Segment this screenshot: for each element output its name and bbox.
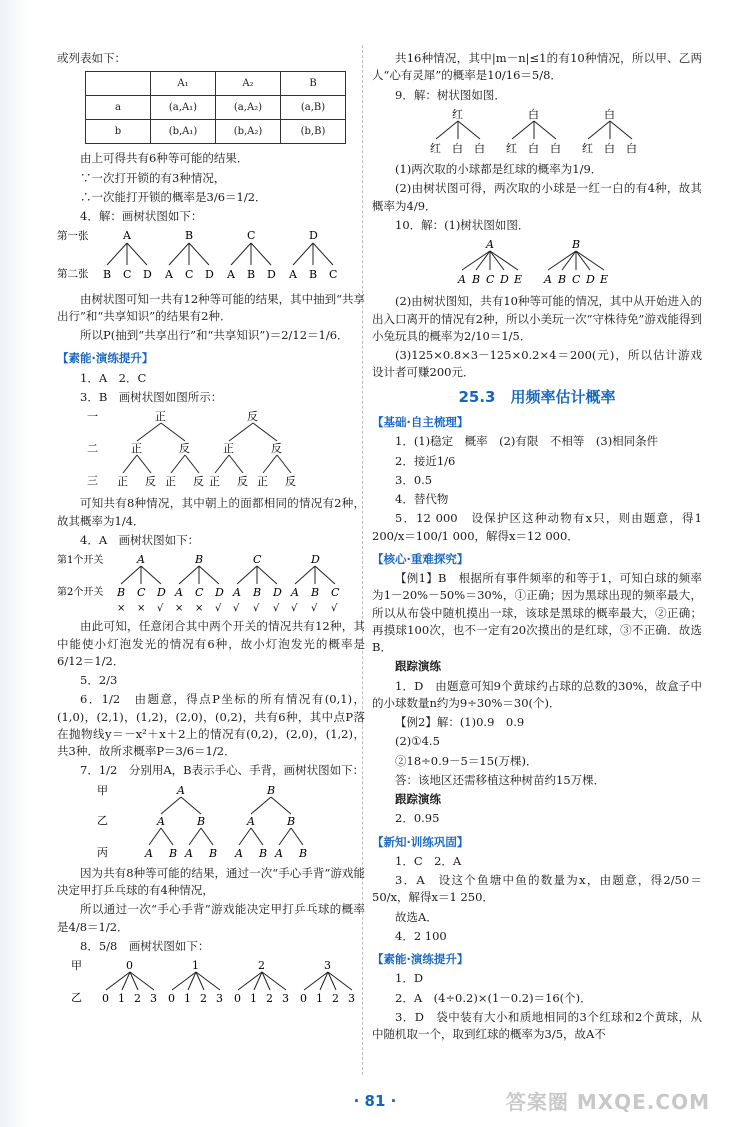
section-header-xinzhi: 【新知·训练巩固】 [372,834,469,849]
answer-line: 故选A． [395,909,438,924]
tree-leaf: C [123,268,132,282]
tree-node: D [311,553,320,566]
tree-node: B [185,229,194,243]
tree-diagram-q3 [57,408,365,490]
tree-node: 白 [604,107,615,121]
result-mark: × [195,603,204,613]
tree-leaf: A [235,846,243,860]
table-row [86,120,346,144]
tree-leaf: 2 [134,992,141,1005]
tree-leaf: 2 [332,992,339,1005]
tree-leaf: 红 [582,141,593,155]
tree-leaf: A [233,586,241,599]
tree-row-label: 二 [87,442,98,455]
tree-leaf: 2 [200,992,207,1005]
answer-line: 答：该地区还需移植这种树苗约15万棵． [395,772,606,787]
tree-leaf: C [137,586,146,599]
tree-leaf: D [586,273,595,286]
tree-leaf: C [195,586,204,599]
tree-node: 反 [271,442,282,455]
tree-row-label: 丙 [97,845,108,859]
tree-leaf: B [472,273,481,286]
tree-node: 正 [131,442,142,455]
paragraph: ∵一次打开锁的有3种情况， [80,170,226,185]
tree-leaf: 0 [168,992,175,1005]
tree-leaf: D [267,268,276,282]
tree-leaf: A [291,586,299,599]
result-mark: √ [233,603,240,613]
answer-line: 3．0.5 [395,472,433,487]
table-cell: (b,A₁) [151,120,216,144]
table-cell: (b,B) [281,120,346,144]
tree-leaf: 正 [209,475,220,488]
tree-leaf: A [458,273,466,286]
tree-node: 红 [452,107,463,121]
question-head: 7．1/2 分别用A，B表示手心、手背，画树状图如下： [80,763,365,778]
page-spine [0,0,30,1127]
tree-leaf: A [544,273,552,286]
answer-line: 2．接近1/6 [395,453,456,468]
table-cell: (a,B) [281,96,346,120]
tree-leaf: D [273,586,282,599]
tree-leaf: 反 [285,475,296,488]
tree-node: C [253,553,262,566]
answer-line: 1．D [395,971,424,986]
tree-leaf: 白 [474,141,485,155]
tree-leaf: A [289,268,297,282]
paragraph: (3)125×0.8×3－125×0.2×4＝200(元)，所以估计游戏设计者可赚200元． [372,348,702,380]
paragraph: 所以通过一次“手心手背”游戏能决定甲打乒乓球的概率是4/8＝1/2． [57,902,365,934]
page-number: · 81 · [353,1092,397,1110]
tree-lines [107,243,333,265]
tree-leaf: 正 [257,475,268,488]
tree-lines [462,251,604,270]
answer-line: 1．A 2．C [80,370,147,385]
table-cell: A₁ [151,72,216,96]
table-cell: A₂ [216,72,281,96]
list-intro: 或列表如下： [57,51,126,65]
tree-node: A [157,814,165,828]
tree-leaf: 2 [266,992,273,1005]
tree-node: 3 [324,959,331,972]
table-cell: (b,A₂) [216,120,281,144]
tree-node: D [309,229,318,243]
tree-leaf: 3 [282,992,289,1005]
tree-leaf: 3 [216,992,223,1005]
tree-leaf: 0 [234,992,241,1005]
tree-leaf: 红 [506,141,517,155]
tree-row-label: 第二张 [57,268,89,281]
tree-diagram-q7 [57,782,365,860]
tree-node: B [267,783,276,797]
table-cell: a [86,96,151,120]
paragraph: 所以P(抽到“共享出行”和“共享知识”)＝2/12＝1/6． [80,328,349,342]
tree-leaf: 3 [150,992,157,1005]
section-header-jichu: 【基础·自主梳理】 [372,415,469,429]
tree-leaf: 1 [316,992,323,1005]
question-head: 9．解：树状图如图． [395,87,506,102]
tree-leaf: 0 [300,992,307,1005]
tree-leaf: 0 [102,992,109,1005]
answer-line: 1．D 由题意可知9个黄球约占球的总数的30%，故盒子中的小球数量n约为9÷30%＝30(个)． [372,678,702,710]
paragraph: 由此可知，任意闭合其中两个开关的情况共有12种，其中能使小灯泡发光的情况有6种，故小灯泡发光的概率是6/12＝1/2． [57,619,365,668]
tree-node: A [247,814,255,828]
tree-leaf: 白 [550,141,561,155]
question-head: 3．B 画树状图如图所示： [80,389,223,404]
paragraph: 6．1/2 由题意，得点P坐标的所有情况有(0,1)，(1,0)，(2,1)，(1,2)，(2,0)，(0,2)，共有6种，其中点P落在抛物线y＝－x²＋x＋2上的情况有(0,2)，(2,0)，(1,2)，共3种．故所求概率P＝3/6＝1/2． [57,692,365,758]
paragraph: 可知共有8种情况，其中朝上的面都相同的情况有2种，故其概率为1/4． [57,496,365,528]
tree-leaf: 白 [452,141,463,155]
tree-leaf: C [572,273,581,286]
tree-diagram-q8 [57,957,365,1005]
tree-leaf: E [514,273,523,286]
result-mark: √ [215,603,222,613]
table-header-row [86,72,346,96]
question-head: 8．5/8 画树状图如下： [80,938,210,953]
result-mark: √ [273,603,280,613]
tree-leaf: C [331,586,340,599]
result-mark: √ [311,603,318,613]
tree-node: B [197,814,206,828]
paragraph: 共16种情况，其中|m－n|≤1的有10种情况，所以甲、乙两人“心有灵犀”的概率是10/16＝5/8． [372,51,702,83]
result-mark: √ [253,603,260,613]
question-head: 4．解：画树状图如下： [80,209,203,223]
answer-line: (2)①4.5 [395,734,440,749]
section-header-hexin: 【核心·重难探究】 [372,551,469,566]
sub-heading: 跟踪演练 [395,659,441,674]
tree-leaf: A [165,268,173,282]
result-mark: × [117,603,126,613]
table-cell: (a,A₂) [216,96,281,120]
table-row [86,96,346,120]
paragraph: ∴一次能打开锁的概率是3/6＝1/2． [80,189,267,204]
tree-leaf: D [205,268,214,282]
answer-line: 2．A (4÷0.2)×(1－0.2)＝16(个)． [395,990,592,1005]
section-header-suneng: 【素能·演练提升】 [57,351,154,366]
result-mark: √ [291,603,298,613]
table-cell: (a,A₁) [151,96,216,120]
tree-leaf: A [185,846,193,860]
tree-leaf: 1 [184,992,191,1005]
tree-leaf: D [500,273,509,286]
tree-row-label: 乙 [97,813,108,827]
tree-node: B [195,553,204,566]
tree-leaf: 1 [118,992,125,1005]
tree-row-label: 第2个开关 [57,587,104,598]
tree-diagram-switches [57,551,365,613]
paragraph: 由上可得共有6种等可能的结果． [80,151,249,166]
tree-leaf: 白 [528,141,539,155]
answer-line: 3．A 设这个鱼塘中鱼的数量为x，由题意，得2/50＝50/x，解得x＝1 250． [372,873,702,905]
tree-node: A [177,783,185,797]
tree-diagram-q4 [57,227,365,285]
result-mark: × [175,603,184,613]
answer-line: ②18÷0.9－5＝15(万棵)． [395,753,538,768]
tree-node: 2 [258,959,265,972]
result-mark: √ [157,603,164,613]
result-mark: √ [331,603,338,613]
tree-leaf: A [227,268,235,282]
tree-leaf: B [311,586,320,599]
paragraph: (1)两次取的小球都是红球的概率为1/9． [395,162,603,176]
answer-line: 2．0.95 [395,811,440,826]
tree-lines [121,566,335,584]
outcome-table [85,71,346,144]
question-head: 10．解：(1)树状图如图． [395,217,530,232]
tree-leaf: 反 [145,475,156,488]
tree-leaf: 红 [430,141,441,155]
tree-leaf: 反 [237,475,248,488]
tree-row-label: 甲 [71,959,82,972]
tree-leaf: C [486,273,495,286]
right-column [372,50,702,1045]
tree-leaf: B [309,268,318,282]
example-paragraph: 【例2】解：(1)0.9 0.9 [395,715,525,729]
tree-leaf: D [143,268,152,282]
answer-line: 3．D 袋中装有大小和质地相同的3个红球和2个黄球，从中随机取一个，取到红球的概率为3/5，故A不 [372,1009,702,1041]
tree-leaf: 正 [117,475,128,488]
tree-node: A [486,238,494,251]
tree-lines [149,797,303,845]
tree-diagram-q9 [372,106,702,156]
table-cell [86,72,151,96]
section-title: 25.3 用频率估计概率 [458,387,616,406]
tree-leaf: 3 [348,992,355,1005]
table-cell: b [86,120,151,144]
tree-node: B [287,814,296,828]
tree-leaf: D [215,586,224,599]
answer-line: 1．(1)稳定 概率 (2)有限 不相等 (3)相同条件 [395,434,659,449]
tree-node: 正 [155,410,166,423]
tree-leaf: A [175,586,183,599]
tree-node: 0 [126,959,133,972]
tree-leaf: B [247,268,256,282]
paragraph: 因为共有8种等可能的结果，通过一次“手心手背”游戏能决定甲打乒乓球的有4种情况， [57,865,365,897]
tree-node: 白 [528,107,539,121]
tree-leaf: E [600,273,609,286]
tree-row-label: 第一张 [57,230,89,243]
answer-line: 4．替代物 [395,492,449,506]
tree-row-label: 一 [87,410,98,423]
tree-node: A [137,553,145,566]
tree-lines [106,972,352,990]
tree-row-label: 三 [87,474,98,487]
answer-line: 4．2 100 [395,928,447,943]
tree-row-label: 乙 [71,991,82,1004]
paragraph: (2)由树状图可得，两次取的小球是一红一白的有4种，故其概率为4/9． [372,181,702,213]
paragraph: (2)由树状图知，共有10种等可能的情况，其中从开始进入的出入口离开的情况有2种，所以小美玩一次“守株待免”游戏能得到小兔玩具的概率为2/10＝1/5． [372,294,702,343]
example-paragraph: 【例1】B 根据所有事件频率的和等于1，可知白球的频率为1－20%－50%＝30%，①正确；因为黑球出现的频率最大，所以从布袋中随机摸出一球，该球是黑球的概率最大，②正确；再摸球100次，也不一定有20次摸出的是红球，③不正确．故选B． [372,571,702,654]
answer-line: 5．2/3 [80,673,118,687]
result-mark: × [137,603,146,613]
tree-node: 1 [192,959,199,972]
tree-leaf: B [117,586,126,599]
answer-line: 1．C 2．A [395,853,462,868]
tree-leaf: A [145,846,153,860]
tree-leaf: B [259,846,268,860]
sub-heading: 跟踪演练 [395,792,441,806]
tree-leaf: B [299,846,308,860]
tree-leaf: B [103,268,112,282]
answer-line: 5．12 000 设保护区这种动物有x只，则由题意，得1 200/x＝100/1 000，解得x＝12 000． [372,511,702,543]
tree-leaf: B [253,586,262,599]
tree-leaf: C [185,268,194,282]
tree-leaf: B [169,846,178,860]
tree-leaf: D [157,586,166,599]
tree-row-label: 第1个开关 [57,555,104,566]
tree-leaf: 反 [193,475,204,488]
tree-leaf: C [329,268,338,282]
tree-leaf: 白 [604,141,615,155]
watermark: 答案圈 MXQE.COM [505,1090,710,1114]
tree-node: C [247,229,256,243]
tree-leaf: B [558,273,567,286]
tree-leaf: A [275,846,283,860]
tree-leaf: 1 [250,992,257,1005]
left-column [57,50,365,1010]
paragraph: 由树状图可知一共有12种等可能的结果，其中抽到“共享出行”和“共享知识”的结果有2种． [57,291,366,323]
section-header-suneng-2: 【素能·演练提升】 [372,952,469,966]
tree-row-label: 甲 [97,783,108,797]
tree-diagram-q10 [372,236,702,288]
tree-node: A [123,229,131,243]
tree-node: B [572,238,581,251]
tree-leaf: 白 [626,141,637,155]
tree-node: 反 [179,442,190,455]
question-head: 4．A 画树状图如下： [80,532,200,547]
tree-node: 正 [223,442,234,455]
tree-lines [436,121,632,139]
tree-leaf: B [209,846,218,860]
tree-node: 反 [247,410,258,423]
tree-leaf: 正 [165,475,176,488]
table-cell: B [281,72,346,96]
tree-lines [123,423,291,473]
